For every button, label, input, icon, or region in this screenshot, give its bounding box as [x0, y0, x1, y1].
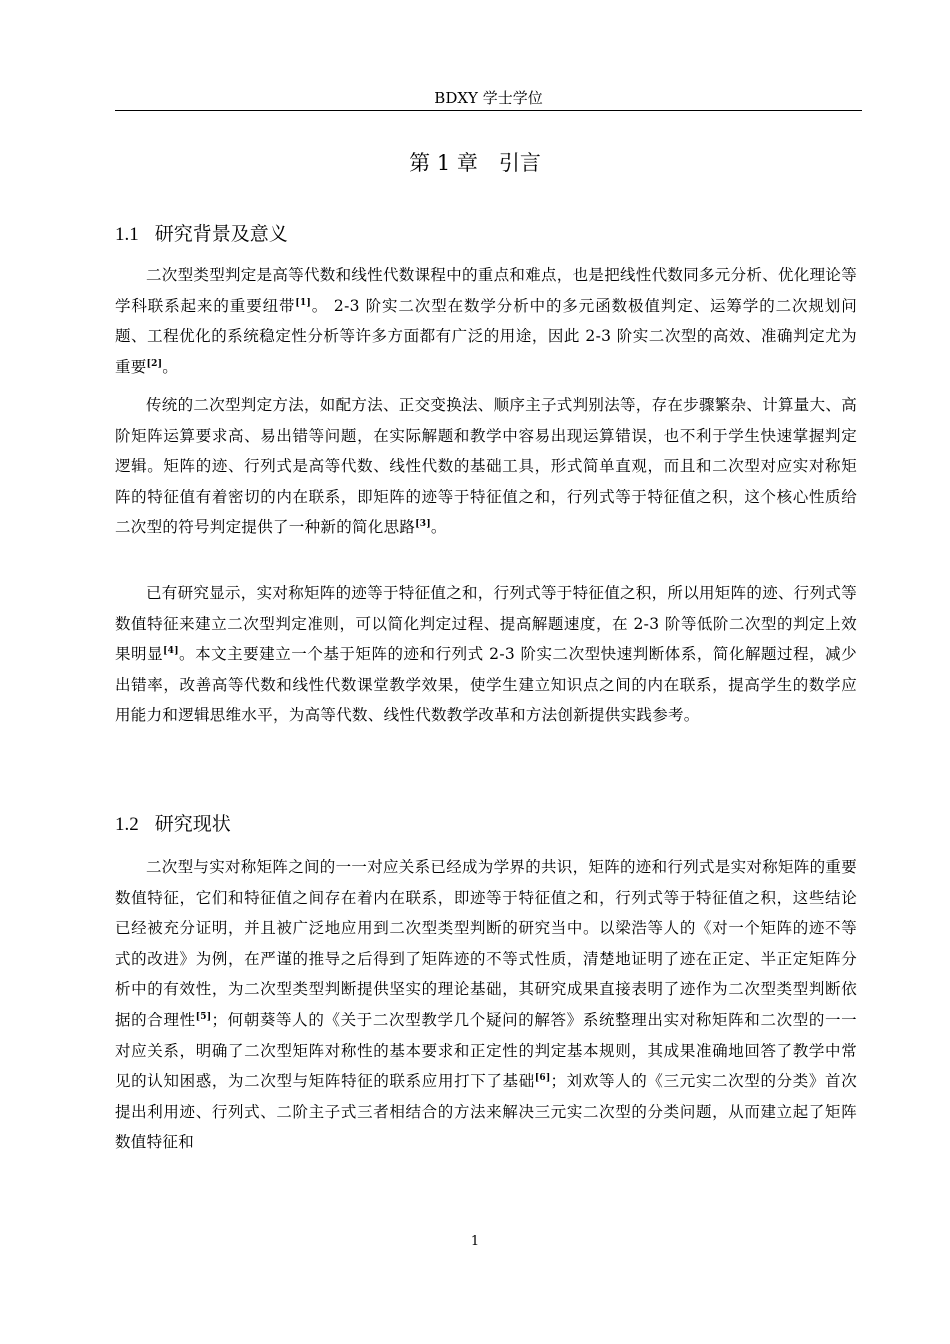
- paragraph-3: [115, 578, 857, 731]
- citation: [4]: [163, 646, 179, 657]
- section-number: 1.1: [115, 224, 139, 245]
- paragraph-4: [115, 852, 857, 1158]
- section-title: 研究现状: [154, 813, 231, 835]
- paragraph-text: 二次型与实对称矩阵之间的一一对应关系已经成为学界的共识，矩阵的迹和行列式是实对称矩阵的重要数值特征，它们和特征值之间存在着内在联系，即迹等于特征值之和，行列式等于特征值之积，这些结论已经被充分证明，并且被广泛地应用到二次型类型判断的研究当中。以梁浩等人的《对一个矩阵的迹不等式的改进》为例，在严谨的推导之后得到了矩阵迹的不等式性质，清楚地证明了迹在正定、半正定矩阵分析中的有效性，为二次型类型判断提供坚实的理论基础，其研究成果直接表明了迹作为二次型类型判断依据的合理性: [115, 858, 858, 1029]
- paragraph-text: 。本文主要建立一个基于矩阵的迹和行列式 2-3 阶实二次型快速判断体系，简化解题过程，减少出错率，改善高等代数和线性代数课堂教学效果，使学生建立知识点之间的内在联系，提高学生的数学应用能力和逻辑思维水平，为高等代数、线性代数教学改革和方法创新提供实践参考。: [115, 645, 857, 725]
- paragraph-text: 已有研究显示，实对称矩阵的迹等于特征值之和，行列式等于特征值之积，所以用矩阵的迹、行列式等数值特征来建立二次型判定准则，可以简化判定过程、提高解题速度，在 2-3 阶等低阶二次型的判定上效果明显: [115, 584, 858, 664]
- paragraph-2: [115, 390, 857, 543]
- paragraph-text: 传统的二次型判定方法，如配方法、正交变换法、顺序主子式判别法等，存在步骤繁杂、计算量大、高阶矩阵运算要求高、易出错等问题，在实际解题和教学中容易出现运算错误，也不利于学生快速掌握判定逻辑。矩阵的迹、行列式是高等代数、线性代数的基础工具，形式简单直观，而且和二次型对应实对称矩阵的特征值有着密切的内在联系，即矩阵的迹等于特征值之和，行列式等于特征值之积，这个核心性质给二次型的符号判定提供了一种新的简化思路: [115, 396, 858, 537]
- paragraph-text: ；刘欢等人的《三元实二次型的分类》首次提出利用迹、行列式、二阶主子式三者相结合的方法来解决三元实二次型的分类问题，从而建立起了矩阵数值特征和: [115, 1072, 857, 1152]
- paragraph-text: 二次型类型判定是高等代数和线性代数课程中的重点和难点，也是把线性代数同多元分析、优化理论等学科联系起来的重要纽带: [115, 266, 858, 315]
- paragraph-text: 。: [162, 357, 179, 376]
- section-title: 研究背景及意义: [154, 223, 288, 245]
- paragraph-text: ；何朝葵等人的《关于二次型教学几个疑问的解答》系统整理出实对称矩阵和二次型的一一对应关系，明确了二次型矩阵对称性的基本要求和正定性的判定基本规则，其成果准确地回答了教学中常见的认知困惑，为二次型与矩阵特征的联系应用打下了基础: [115, 1010, 857, 1091]
- page-header: BDXY 学士学位: [115, 86, 862, 111]
- chapter-title: 第 1 章 引言: [409, 151, 541, 175]
- paragraph-text: 。: [430, 518, 447, 537]
- section-heading-1-2: [115, 810, 231, 839]
- paragraph-1: [115, 260, 857, 382]
- paragraph-text: 。 2-3 阶实二次型在数学分析中的多元函数极值判定、运筹学的二次规划问题、工程优化的系统稳定性分析等许多方面都有广泛的用途，因此 2-3 阶实二次型的高效、准确判定尤为重要: [115, 296, 857, 376]
- citation: [2]: [146, 358, 163, 369]
- section-heading-1-1: [115, 220, 288, 249]
- citation: [5]: [195, 1011, 212, 1022]
- citation: [1]: [295, 297, 312, 308]
- section-number: 1.2: [115, 814, 139, 835]
- page-number: 1: [470, 1234, 480, 1249]
- citation: [6]: [534, 1073, 551, 1083]
- citation: [3]: [415, 519, 431, 530]
